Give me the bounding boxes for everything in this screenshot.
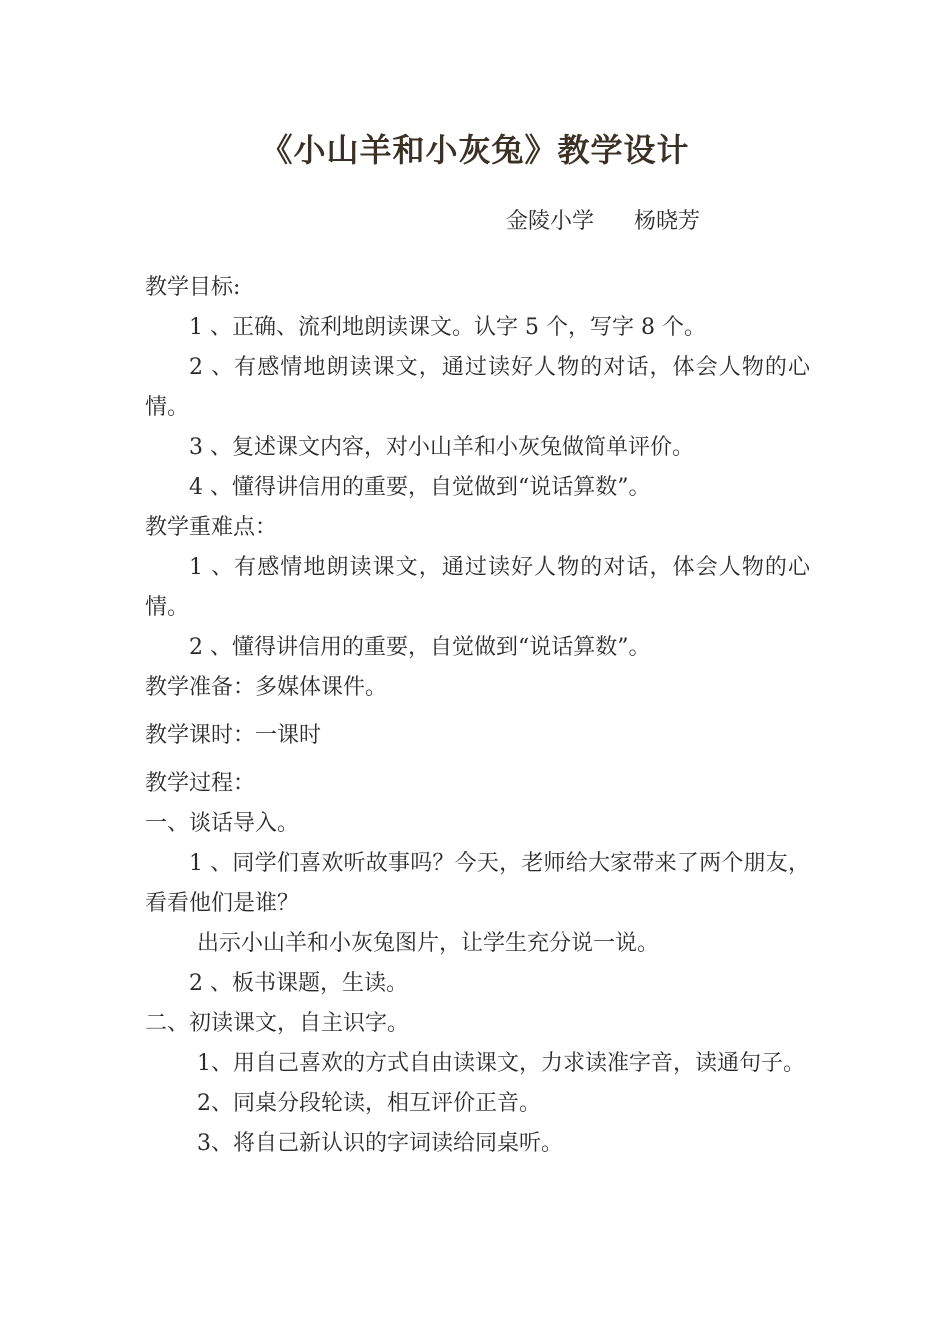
objective-item: 3 、复述课文内容，对小山羊和小灰兔做简单评价。 xyxy=(189,435,694,460)
section-class-hours: 教学课时：一课时 xyxy=(145,723,322,748)
process-step-heading: 一、谈话导入。 xyxy=(145,811,300,836)
process-item: 1、用自己喜欢的方式自由读课文，力求读准字音，读通句子。 xyxy=(197,1051,805,1076)
objective-item: 1 、正确、流利地朗读课文。认字 5 个，写字 8 个。 xyxy=(189,315,706,340)
document-body xyxy=(145,268,810,1164)
objective-item: 4 、懂得讲信用的重要，自觉做到“说话算数”。 xyxy=(189,475,651,500)
process-item: 2 、板书课题，生读。 xyxy=(189,971,408,996)
section-heading-process: 教学过程： xyxy=(145,771,256,796)
author-name: 杨晓芳 xyxy=(634,209,701,234)
key-point-item: 2 、懂得讲信用的重要，自觉做到“说话算数”。 xyxy=(189,635,651,660)
process-item: 出示小山羊和小灰兔图片，让学生充分说一说。 xyxy=(197,931,660,956)
process-step-heading: 二、初读课文，自主识字。 xyxy=(145,1011,410,1036)
document-title: 《小山羊和小灰兔》教学设计 xyxy=(260,131,690,169)
section-heading-key-points: 教学重难点： xyxy=(145,515,278,540)
process-item: 2、同桌分段轮读，相互评价正音。 xyxy=(197,1091,541,1116)
key-point-item: 1 、有感情地朗读课文，通过读好人物的对话，体会人物的心情。 xyxy=(145,555,810,620)
author-line xyxy=(506,204,700,240)
objective-item: 2 、有感情地朗读课文，通过读好人物的对话，体会人物的心情。 xyxy=(145,355,810,420)
process-item: 1 、同学们喜欢听故事吗？今天，老师给大家带来了两个朋友，看看他们是谁？ xyxy=(145,851,810,916)
section-heading-objectives: 教学目标: xyxy=(145,275,241,300)
process-item: 3、将自己新认识的字词读给同桌听。 xyxy=(197,1131,563,1156)
author-school: 金陵小学 xyxy=(506,209,595,234)
section-preparation: 教学准备：多媒体课件。 xyxy=(145,675,388,700)
